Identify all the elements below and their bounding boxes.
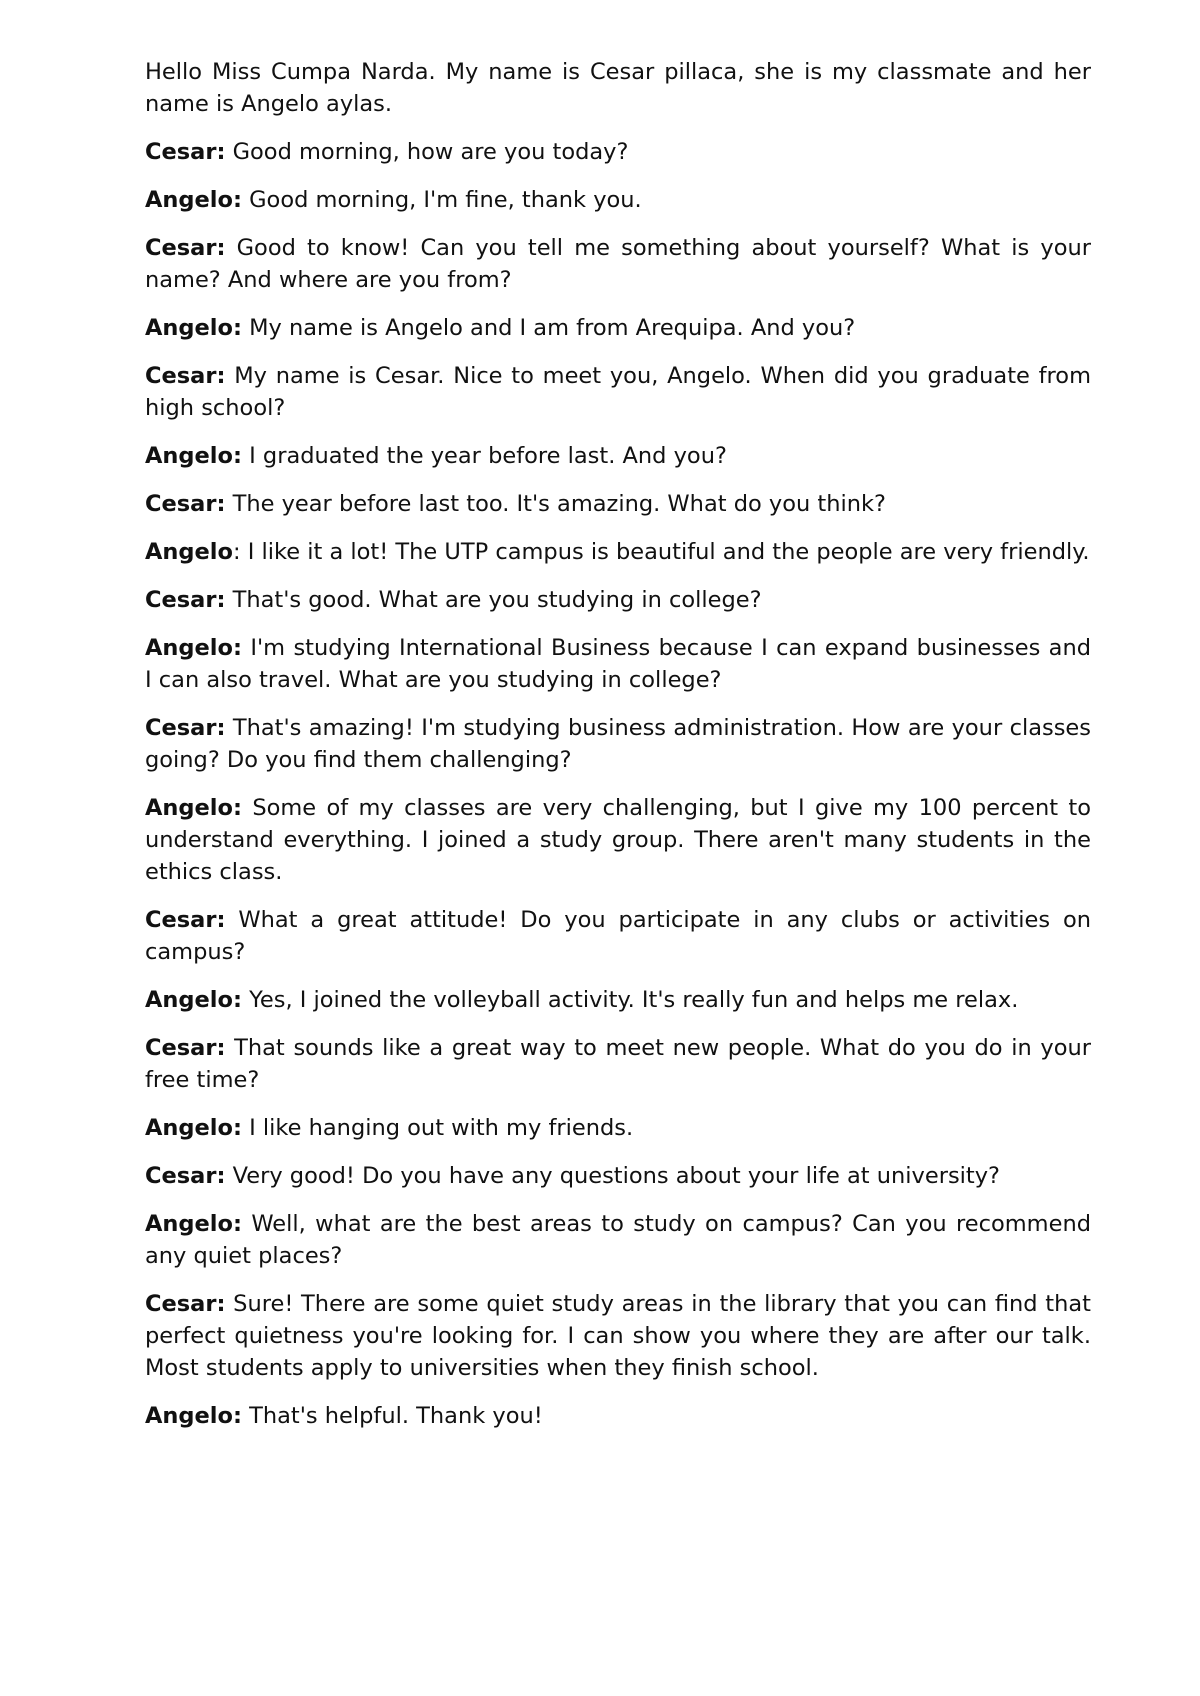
dialogue-line: [145, 536, 1091, 568]
speaker-name: Cesar:: [145, 491, 226, 517]
dialogue-text: Yes, I joined the volleyball activity. It's really fun and helps me relax.: [241, 987, 1019, 1013]
speaker-name: Angelo:: [145, 795, 242, 821]
dialogue-text: That's amazing! I'm studying business administration. How are your classes going? Do you find them challenging?: [145, 715, 1091, 773]
speaker-name: Cesar:: [145, 907, 226, 933]
dialogue-line: [145, 312, 1091, 344]
dialogue-line: [145, 712, 1091, 776]
speaker-name: Angelo:: [145, 443, 242, 469]
dialogue-text: Good morning, how are you today?: [225, 139, 629, 165]
dialogue-line: [145, 632, 1091, 696]
speaker-separator: :: [232, 539, 241, 565]
speaker-name: Angelo:: [145, 1211, 242, 1237]
speaker-name: Angelo:: [145, 1115, 242, 1141]
dialogue-line: [145, 1288, 1091, 1384]
speaker-name: Cesar:: [145, 1035, 226, 1061]
speaker-name: Angelo:: [145, 635, 242, 661]
dialogue-line: [145, 904, 1091, 968]
speaker-name: Angelo: [145, 539, 233, 565]
dialogue-text: Well, what are the best areas to study on campus? Can you recommend any quiet places?: [145, 1211, 1091, 1269]
speaker-name: Cesar:: [145, 139, 226, 165]
speaker-name: Angelo:: [145, 187, 242, 213]
dialogue-line: [145, 792, 1091, 888]
dialogue-text: The year before last too. It's amazing. What do you think?: [225, 491, 886, 517]
speaker-name: Angelo:: [145, 315, 242, 341]
speaker-name: Cesar:: [145, 715, 226, 741]
dialogue-line: [145, 1160, 1091, 1192]
document-body: [145, 56, 1091, 1448]
dialogue-line: [145, 136, 1091, 168]
dialogue-text: I like it a lot! The UTP campus is beautiful and the people are very friendly.: [240, 539, 1090, 565]
dialogue-text: My name is Angelo and I am from Arequipa. And you?: [241, 315, 856, 341]
dialogue-text: Very good! Do you have any questions about your life at university?: [225, 1163, 1001, 1189]
speaker-name: Angelo:: [145, 987, 242, 1013]
speaker-name: Cesar:: [145, 1163, 226, 1189]
speaker-name: Cesar:: [145, 363, 226, 389]
dialogue-text: Good to know! Can you tell me something about yourself? What is your name? And where are you from?: [145, 235, 1091, 293]
dialogue-text: Good morning, I'm fine, thank you.: [241, 187, 642, 213]
dialogue-text: What a great attitude! Do you participate in any clubs or activities on campus?: [145, 907, 1091, 965]
dialogue-text: My name is Cesar. Nice to meet you, Angelo. When did you graduate from high school?: [145, 363, 1091, 421]
speaker-name: Angelo:: [145, 1403, 242, 1429]
dialogue-text: I like hanging out with my friends.: [241, 1115, 634, 1141]
dialogue-line: [145, 360, 1091, 424]
dialogue-line: [145, 1112, 1091, 1144]
dialogue-text: That sounds like a great way to meet new people. What do you do in your free time?: [145, 1035, 1091, 1093]
dialogue-text: That's good. What are you studying in college?: [225, 587, 762, 613]
dialogue-line: [145, 984, 1091, 1016]
dialogue-line: [145, 440, 1091, 472]
speaker-name: Cesar:: [145, 587, 226, 613]
dialogue-line: [145, 584, 1091, 616]
dialogue-text: Some of my classes are very challenging, but I give my 100 percent to understand everything. I joined a study group. There aren't many students in the ethics class.: [145, 795, 1091, 885]
speaker-name: Cesar:: [145, 235, 226, 261]
dialogue-text: That's helpful. Thank you!: [241, 1403, 543, 1429]
dialogue-line: [145, 184, 1091, 216]
speaker-name: Cesar:: [145, 1291, 226, 1317]
dialogue-line: [145, 1400, 1091, 1432]
dialogue-line: [145, 488, 1091, 520]
intro-paragraph: Hello Miss Cumpa Narda. My name is Cesar pillaca, she is my classmate and her name is Angelo aylas.: [145, 59, 1091, 117]
dialogue-line: [145, 1032, 1091, 1096]
dialogue-text: Sure! There are some quiet study areas in the library that you can find that perfect quietness you're looking for. I can show you where they are after our talk. Most students apply to universities when they finish school.: [145, 1291, 1091, 1381]
dialogue-text: I'm studying International Business because I can expand businesses and I can also travel. What are you studying in college?: [145, 635, 1091, 693]
dialogue-line: [145, 232, 1091, 296]
dialogue-text: I graduated the year before last. And you?: [241, 443, 727, 469]
dialogue-line: [145, 1208, 1091, 1272]
